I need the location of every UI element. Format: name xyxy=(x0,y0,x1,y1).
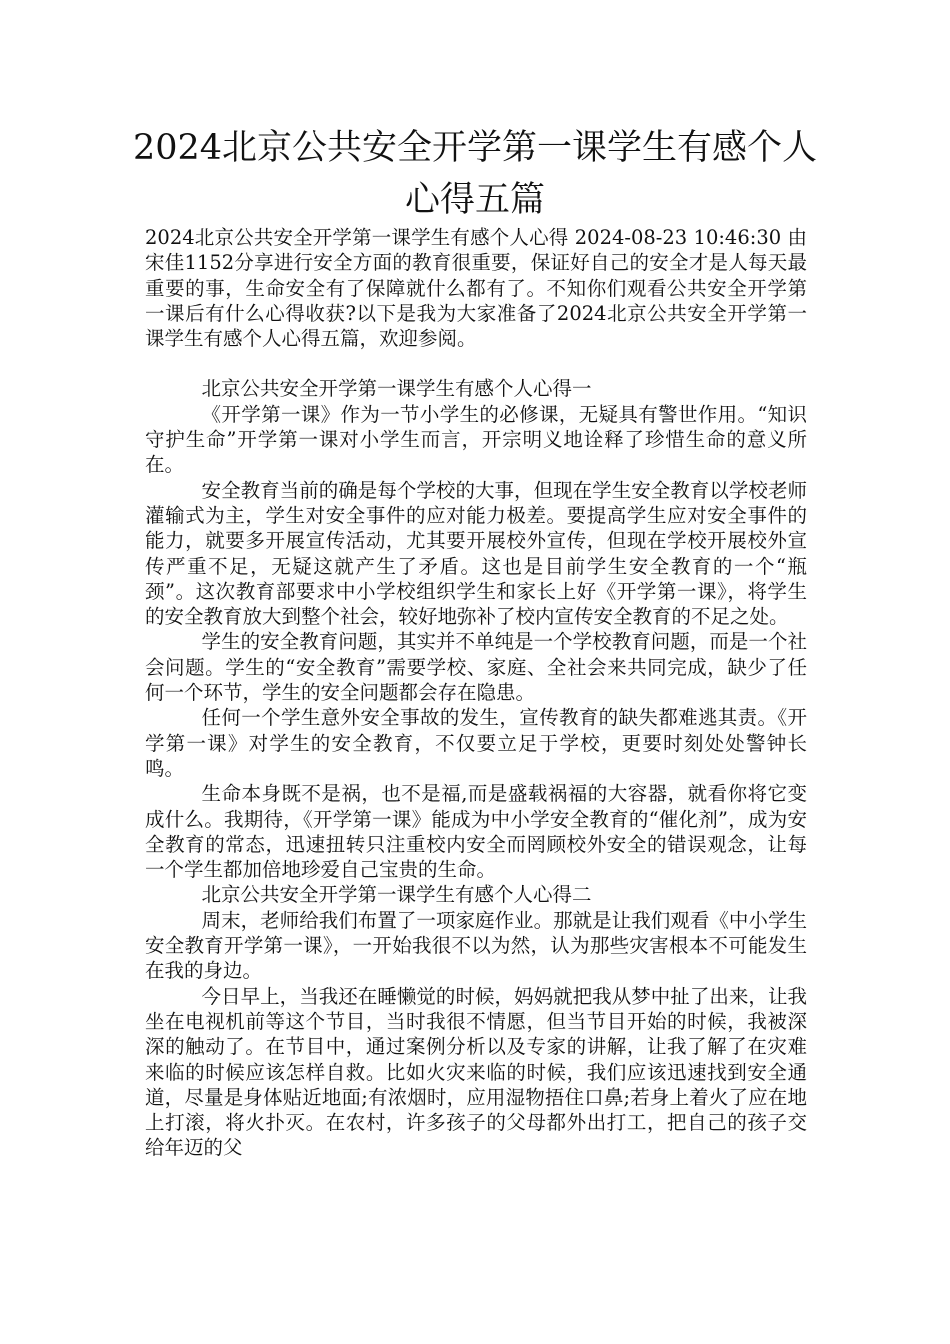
section-heading-1: 北京公共安全开学第一课学生有感个人心得一 xyxy=(201,377,592,401)
intro-paragraph: 2024北京公共安全开学第一课学生有感个人心得 2024-08-23 10:46:30 由 宋佳1152分享进行安全方面的教育很重要，保证好自己的安全才是人每天最重要的事，生命安全有了保障就什么都有了。不知你们观看公共安全开学第一课后有什么心得收获?以下是我为大家准备了2024北京公共安全开学第一课学生有感个人心得五篇，欢迎参阅。 xyxy=(145,226,807,351)
paragraph: 生命本身既不是祸，也不是福,而是盛载祸福的大容器，就看你将它变成什么。我期待，《开学第一课》能成为中小学安全教育的“催化剂”，成为安全教育的常态，迅速扭转只注重校内安全而罔顾校外安全的错误观念，让每一个学生都加倍地珍爱自己宝贵的生命。 xyxy=(145,782,807,882)
paragraph: 学生的安全教育问题，其实并不单纯是一个学校教育问题，而是一个社会问题。学生的“安全教育”需要学校、家庭、全社会来共同完成，缺少了任何一个环节，学生的安全问题都会存在隐患。 xyxy=(145,630,807,705)
paragraph: 《开学第一课》作为一节小学生的必修课，无疑具有警世作用。“知识守护生命”开学第一课对小学生而言，开宗明义地诠释了珍惜生命的意义所在。 xyxy=(145,402,807,477)
document-title: 2024北京公共安全开学第一课学生有感个人心得五篇 xyxy=(132,128,818,220)
document-body xyxy=(145,225,807,1161)
paragraph: 今日早上，当我还在睡懒觉的时候，妈妈就把我从梦中扯了出来，让我坐在电视机前等这个节目，当时我很不情愿，但当节目开始的时候，我被深深的触动了。在节目中，通过案例分析以及专家的讲解，让我了解了在灾难来临的时候应该怎样自救。比如火灾来临的时候，我们应该迅速找到安全通道，尽量是身体贴近地面;有浓烟时，应用湿物捂住口鼻;若身上着火了应在地上打滚，将火扑灭。在农村，许多孩子的父母都外出打工，把自己的孩子交给年迈的父 xyxy=(145,984,807,1160)
paragraph: 安全教育当前的确是每个学校的大事，但现在学生安全教育以学校老师灌输式为主，学生对安全事件的应对能力极差。要提高学生应对安全事件的能力，就要多开展宣传活动，尤其要开展校外宣传，但现在学校开展校外宣传严重不足，无疑这就产生了矛盾。这也是目前学生安全教育的一个“瓶颈”。这次教育部要求中小学校组织学生和家长上好《开学第一课》，将学生的安全教育放大到整个社会，较好地弥补了校内宣传安全教育的不足之处。 xyxy=(145,478,807,629)
section-heading-2: 北京公共安全开学第一课学生有感个人心得二 xyxy=(201,883,592,907)
paragraph: 周末，老师给我们布置了一项家庭作业。那就是让我们观看《中小学生安全教育开学第一课》，一开始我很不以为然，认为那些灾害根本不可能发生在我的身边。 xyxy=(145,908,807,983)
paragraph: 任何一个学生意外安全事故的发生，宣传教育的缺失都难逃其责。《开学第一课》对学生的安全教育，不仅要立足于学校，更要时刻处处警钟长鸣。 xyxy=(145,706,807,780)
